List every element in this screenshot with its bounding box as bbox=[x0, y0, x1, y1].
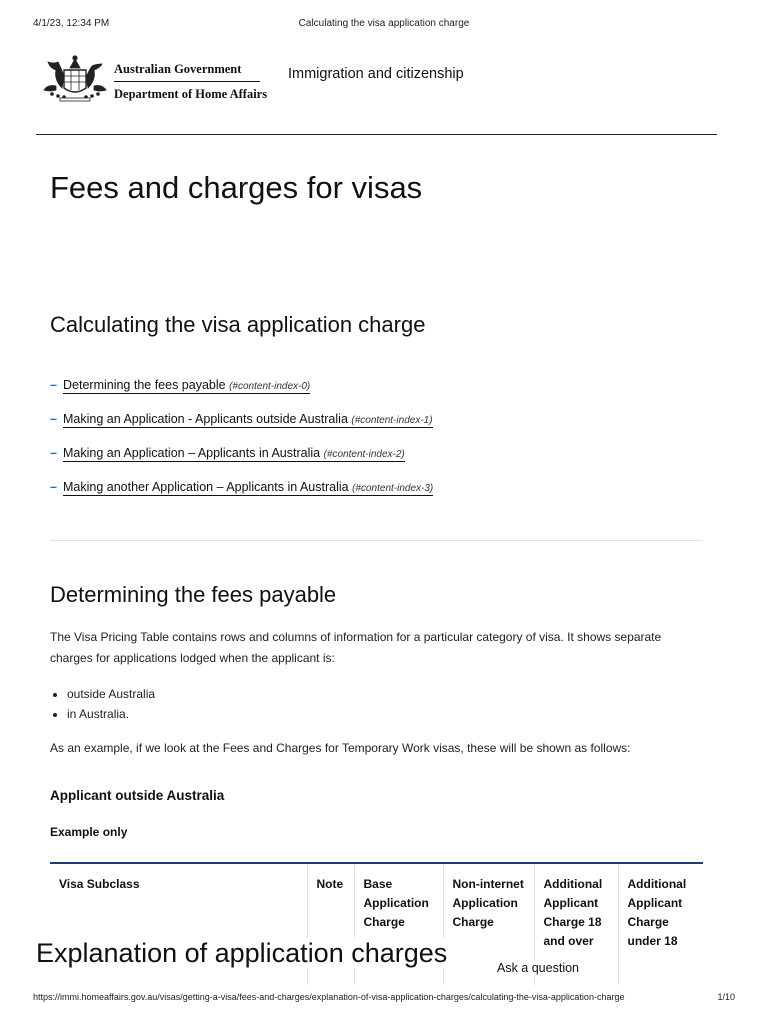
print-title: Calculating the visa application charge bbox=[298, 18, 470, 29]
print-url: https://immi.homeaffairs.gov.au/visas/getting-a-visa/fees-and-charges/explanation-of-visa-application-charges/calculating-the-visa-application-charge bbox=[33, 992, 625, 1002]
toc-item bbox=[50, 480, 433, 514]
applicant-location-list bbox=[50, 684, 155, 724]
table-of-contents bbox=[50, 378, 433, 514]
page-title: Fees and charges for visas bbox=[50, 170, 423, 205]
print-header bbox=[0, 18, 768, 32]
dash-icon: – bbox=[50, 480, 57, 494]
print-page-number: 1/10 bbox=[717, 992, 735, 1002]
print-date: 4/1/23, 12:34 PM bbox=[33, 18, 110, 29]
toc-anchor: (#content-index-1) bbox=[351, 415, 433, 426]
column-header-non-internet-charge: Non-internet Application Charge bbox=[443, 863, 534, 985]
site-name[interactable]: Immigration and citizenship bbox=[288, 66, 464, 82]
government-wordmark bbox=[114, 62, 267, 102]
toc-link-label: Making an Application – Applicants in Australia bbox=[63, 446, 321, 460]
toc-link-label: Determining the fees payable bbox=[63, 378, 226, 392]
coat-of-arms-icon bbox=[40, 50, 110, 106]
example-only-label: Example only bbox=[50, 825, 128, 839]
section-title: Calculating the visa application charge bbox=[50, 312, 426, 337]
toc-anchor: (#content-index-2) bbox=[323, 449, 405, 460]
column-header-note: Note bbox=[307, 863, 354, 985]
applicant-outside-heading: Applicant outside Australia bbox=[50, 788, 225, 803]
fees-heading: Determining the fees payable bbox=[50, 582, 337, 607]
toc-link-fees-payable[interactable] bbox=[63, 378, 310, 394]
column-header-additional-18-over: Additional Applicant Charge 18 and over bbox=[534, 863, 618, 985]
header-divider bbox=[36, 134, 717, 135]
toc-link-outside-australia[interactable] bbox=[63, 412, 433, 428]
toc-item bbox=[50, 446, 433, 480]
toc-anchor: (#content-index-3) bbox=[352, 483, 434, 494]
toc-anchor: (#content-index-0) bbox=[229, 381, 311, 392]
column-header-base-charge: Base Application Charge bbox=[354, 863, 443, 985]
intro-paragraph: The Visa Pricing Table contains rows and columns of information for a particular category of visa. It shows separate charges for applications lodged when the applicant is: bbox=[50, 630, 662, 665]
ask-question-button[interactable]: Ask a question bbox=[494, 961, 582, 975]
toc-link-label: Making an Application - Applicants outside Australia bbox=[63, 412, 348, 426]
gov-rule bbox=[114, 81, 260, 82]
section-divider bbox=[50, 540, 703, 541]
dash-icon: – bbox=[50, 446, 57, 460]
gov-line-1: Australian Government bbox=[114, 62, 242, 76]
gov-line-2: Department of Home Affairs bbox=[114, 87, 268, 101]
list-item: • in Australia. bbox=[67, 704, 155, 724]
dash-icon: – bbox=[50, 378, 57, 392]
site-header bbox=[40, 50, 720, 110]
explanation-title: Explanation of application charges bbox=[36, 938, 451, 969]
toc-item bbox=[50, 412, 433, 446]
toc-link-in-australia[interactable] bbox=[63, 446, 405, 462]
toc-link-label: Making another Application – Applicants in Australia bbox=[63, 480, 349, 494]
column-header-additional-under-18: Additional Applicant Charge under 18 bbox=[618, 863, 703, 985]
list-item: • outside Australia bbox=[67, 684, 155, 704]
toc-item bbox=[50, 378, 433, 412]
print-footer bbox=[0, 992, 768, 1006]
column-header-visa-subclass: Visa Subclass bbox=[59, 877, 140, 891]
dash-icon: – bbox=[50, 412, 57, 426]
toc-link-another-application[interactable] bbox=[63, 480, 433, 496]
example-paragraph: As an example, if we look at the Fees and Charges for Temporary Work visas, these will be shown as follows: bbox=[50, 741, 631, 755]
